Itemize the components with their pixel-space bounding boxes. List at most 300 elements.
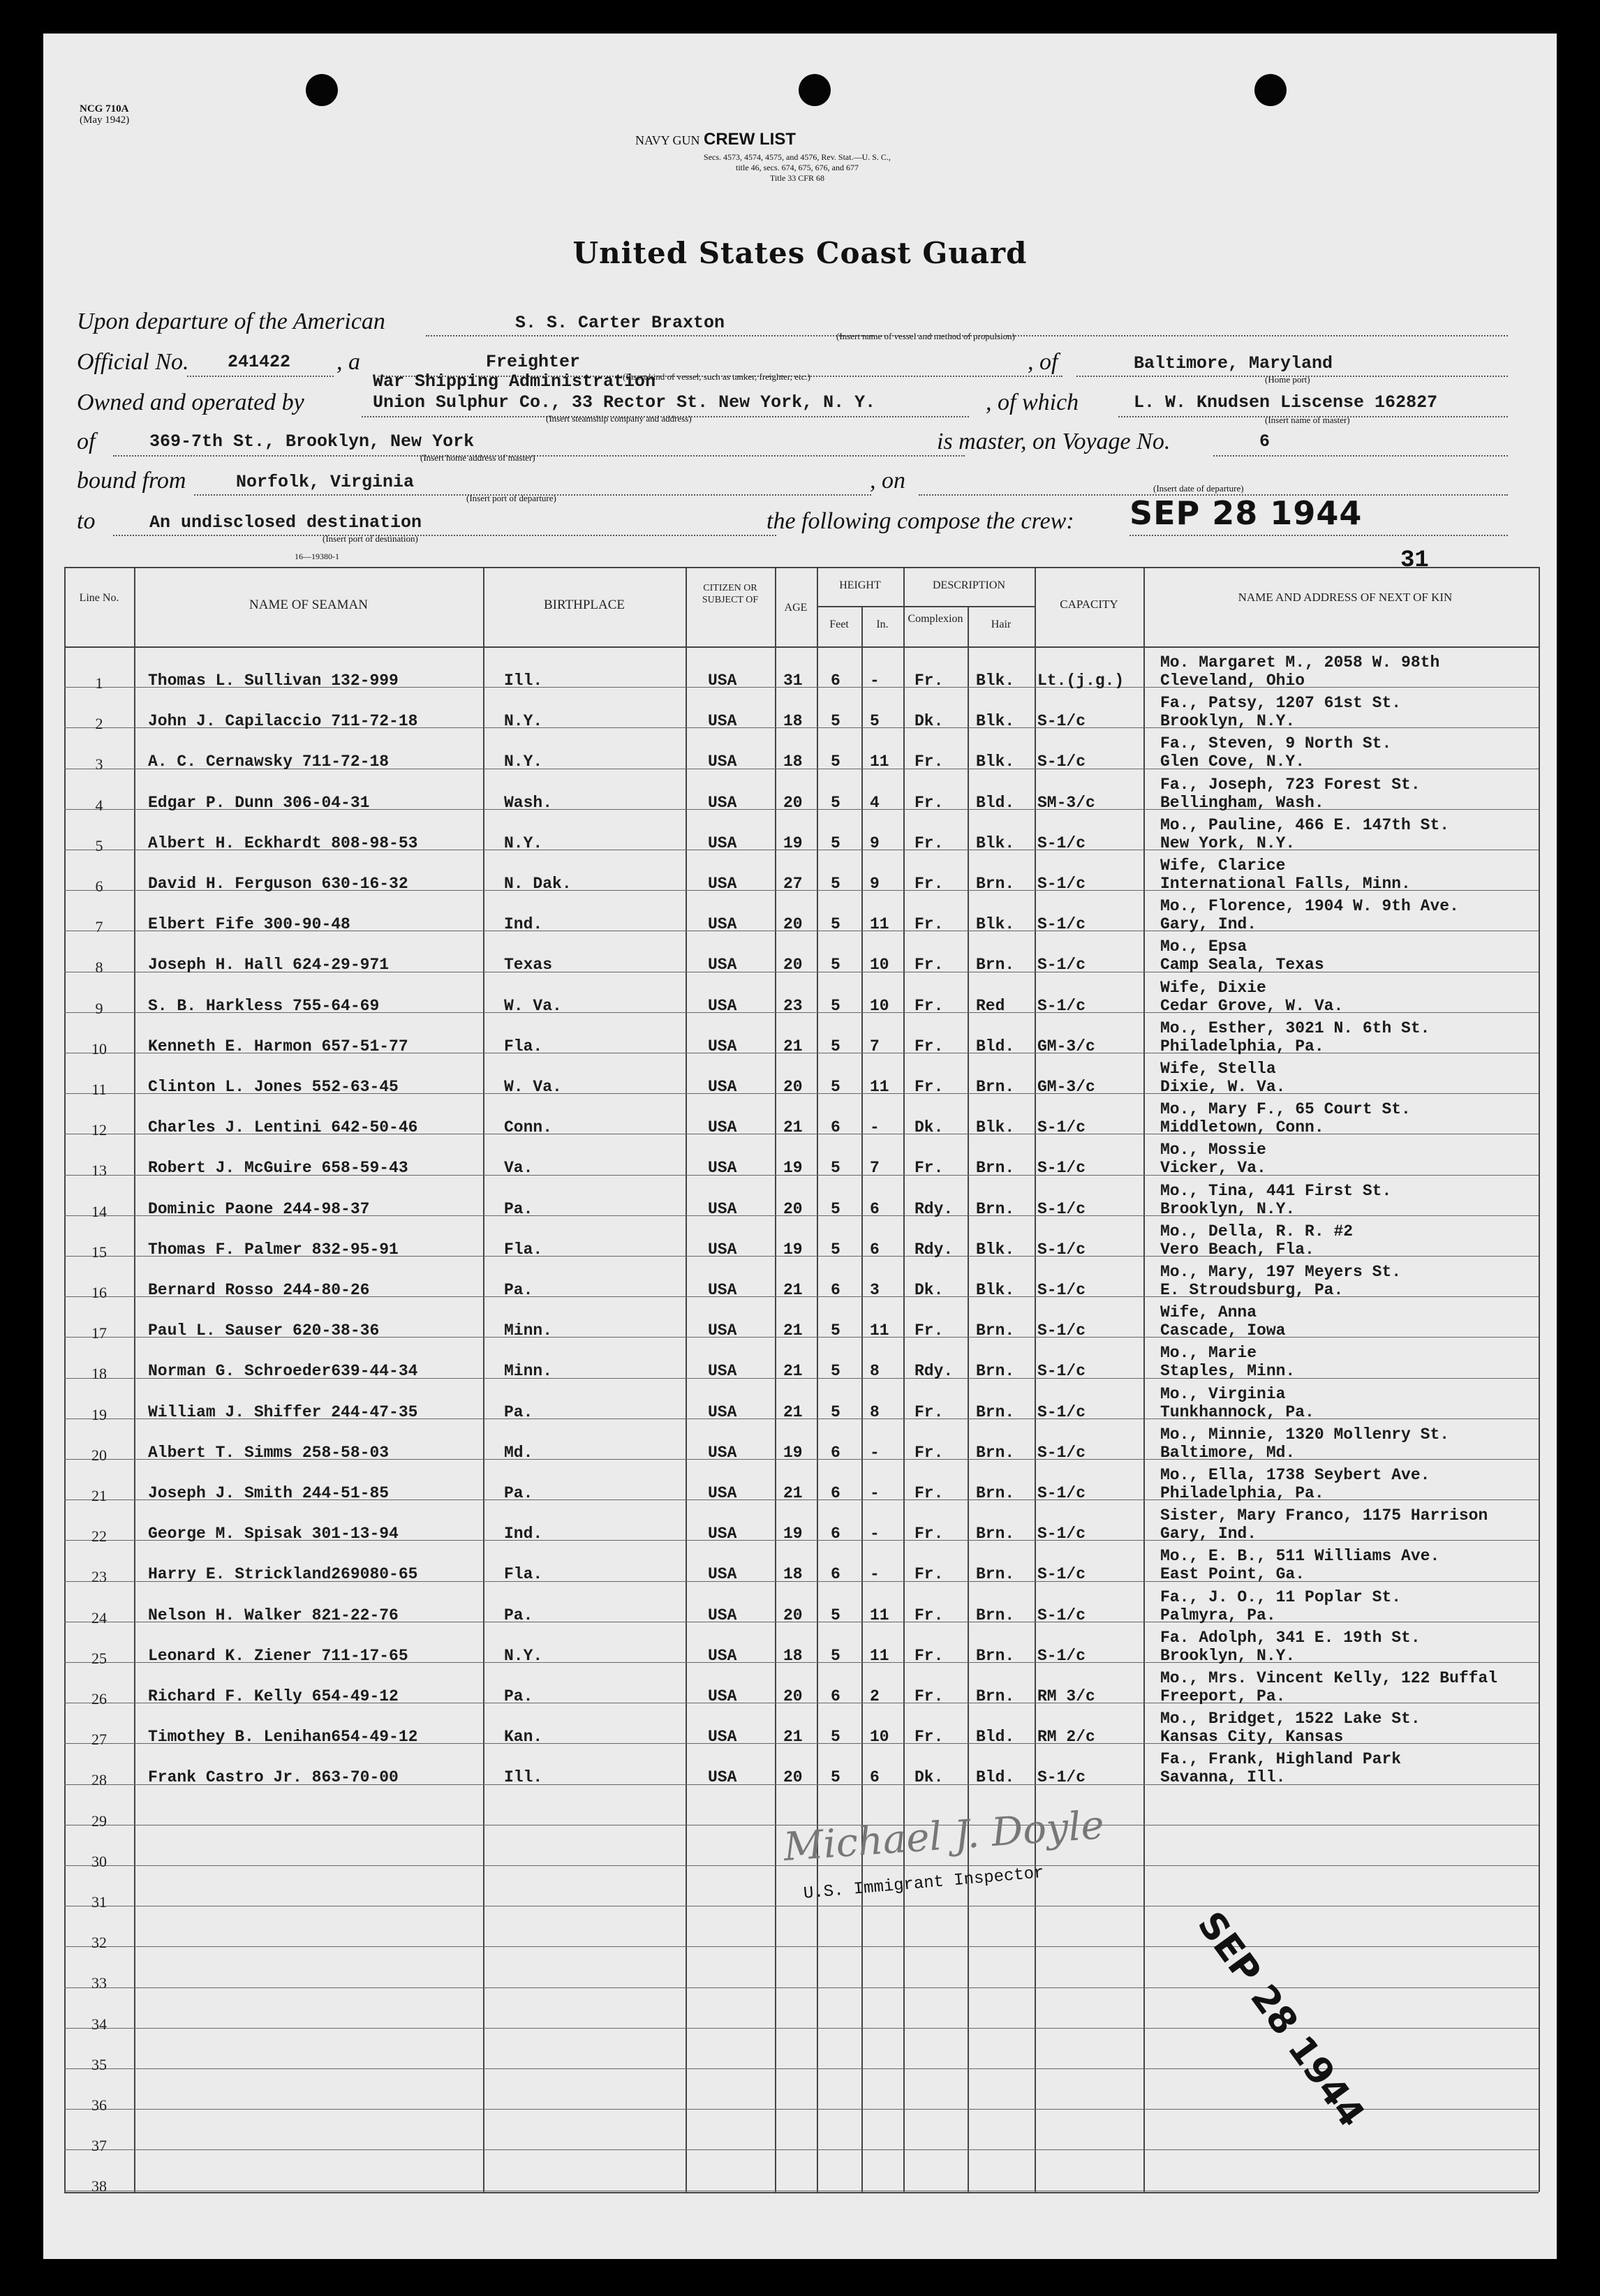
cell-in: 6	[870, 1199, 880, 1218]
cell-age: 31	[783, 672, 803, 690]
cell-age: 21	[783, 1362, 803, 1381]
cell-kin-line2: Philadelphia, Pa.	[1160, 1484, 1324, 1502]
cell-cap: S-1/c	[1037, 1606, 1086, 1624]
cell-kin-line2: Brooklyn, N.Y.	[1160, 712, 1296, 731]
cell-cit: USA	[708, 1565, 737, 1584]
cell-cap: S-1/c	[1037, 1240, 1086, 1259]
cell-age: 19	[783, 1240, 803, 1259]
inspector-title: U.S. Immigrant Inspector	[803, 1863, 1045, 1904]
label-to: to	[77, 508, 96, 534]
cell-name: Timothey B. Lenihan654-49-12	[148, 1728, 418, 1747]
table-bottom-border	[64, 2192, 1539, 2193]
col-inches: In.	[876, 619, 889, 630]
col-feet: Feet	[829, 619, 849, 630]
cell-kin-line1: Fa., Joseph, 723 Forest St.	[1160, 775, 1421, 794]
cell-name: S. B. Harkless 755-64-69	[148, 996, 380, 1015]
cell-cap: S-1/c	[1037, 1484, 1086, 1502]
cell-hair: Bld.	[976, 793, 1015, 812]
cell-ft: 6	[831, 1565, 840, 1584]
table-header-divider	[64, 646, 1539, 648]
cell-age: 18	[783, 1646, 803, 1665]
cell-ft: 6	[831, 672, 840, 690]
label-owned: Owned and operated by	[77, 390, 304, 415]
line-number: 30	[91, 1852, 107, 1870]
cell-kin-line2: Tunkhannock, Pa.	[1160, 1402, 1314, 1421]
cell-comp: Fr.	[914, 996, 944, 1015]
cell-birth: Texas	[504, 956, 553, 975]
cell-cit: USA	[708, 1362, 737, 1381]
cell-hair: Blk.	[976, 834, 1015, 852]
cell-in: 4	[870, 793, 880, 812]
line-number: 10	[91, 1039, 107, 1058]
table-top-border	[64, 567, 1539, 568]
line-number: 28	[91, 1771, 107, 1789]
line-number: 25	[91, 1649, 107, 1667]
cell-ft: 5	[831, 1159, 840, 1178]
cell-cap: S-1/c	[1037, 834, 1086, 852]
cell-age: 19	[783, 1159, 803, 1178]
col-capacity: CAPACITY	[1060, 598, 1118, 611]
cell-kin-line1: Mo., E. B., 511 Williams Ave.	[1160, 1547, 1440, 1566]
cell-age: 21	[783, 1281, 803, 1299]
date-stamp: SEP 28 1944	[1189, 1904, 1373, 2135]
cell-kin-line2: Cascade, Iowa	[1160, 1321, 1286, 1340]
cell-hair: Bld.	[976, 1037, 1015, 1056]
line-number: 32	[91, 1934, 107, 1952]
cell-ft: 5	[831, 956, 840, 975]
cell-comp: Fr.	[914, 1078, 944, 1096]
cell-kin-line2: Camp Seala, Texas	[1160, 956, 1324, 975]
cell-ft: 5	[831, 1362, 840, 1381]
line-number: 34	[91, 2015, 107, 2033]
cell-kin-line1: Mo., Mary F., 65 Court St.	[1160, 1100, 1411, 1119]
cell-cap: S-1/c	[1037, 915, 1086, 934]
cell-ft: 5	[831, 1240, 840, 1259]
col-next-of-kin: NAME AND ADDRESS OF NEXT OF KIN	[1238, 591, 1453, 604]
vessel-name: S. S. Carter Braxton	[515, 313, 725, 333]
cell-kin-line2: Cedar Grove, W. Va.	[1160, 996, 1344, 1015]
cell-cap: S-1/c	[1037, 1321, 1086, 1340]
cell-ft: 5	[831, 753, 840, 771]
cell-birth: Fla.	[504, 1565, 543, 1584]
cell-cit: USA	[708, 1240, 737, 1259]
cell-kin-line1: Mo., Marie	[1160, 1344, 1257, 1363]
line-number: 27	[91, 1731, 107, 1749]
cell-age: 21	[783, 1037, 803, 1056]
cell-birth: Ill.	[504, 1768, 543, 1787]
cell-name: Elbert Fife 300-90-48	[148, 915, 350, 934]
label-of: , of	[1028, 349, 1058, 375]
line-number: 7	[95, 918, 103, 936]
cell-hair: Blk.	[976, 1281, 1015, 1299]
line-number: 20	[91, 1446, 107, 1464]
line-number: 37	[91, 2137, 107, 2155]
cell-cap: Lt.(j.g.)	[1037, 672, 1125, 690]
cell-hair: Red	[976, 996, 1005, 1015]
operator: War Shipping Administration	[373, 371, 656, 392]
master-address: 369-7th St., Brooklyn, New York	[149, 431, 475, 452]
cell-name: Nelson H. Walker 821-22-76	[148, 1606, 399, 1624]
cell-ft: 5	[831, 915, 840, 934]
col-name: NAME OF SEAMAN	[249, 598, 368, 612]
hint-master-address: (Insert home address of master)	[420, 452, 535, 463]
label-upon-departure: Upon departure of the American	[77, 309, 385, 334]
cell-cap: S-1/c	[1037, 956, 1086, 975]
cell-ft: 6	[831, 1687, 840, 1705]
cell-comp: Fr.	[914, 1443, 944, 1462]
cell-birth: Wash.	[504, 793, 553, 812]
cell-in: -	[870, 672, 880, 690]
cell-in: 10	[870, 1728, 889, 1747]
cell-name: Edgar P. Dunn 306-04-31	[148, 793, 370, 812]
inspector-signature: Michael J. Doyle	[782, 1802, 1106, 1870]
cell-comp: Fr.	[914, 1646, 944, 1665]
cell-ft: 5	[831, 1402, 840, 1421]
cell-name: Norman G. Schroeder639-44-34	[148, 1362, 418, 1381]
voyage-number: 6	[1259, 431, 1271, 452]
cell-hair: Brn.	[976, 875, 1015, 893]
cell-age: 21	[783, 1402, 803, 1421]
cell-ft: 5	[831, 834, 840, 852]
cell-in: 10	[870, 996, 889, 1015]
label-on: , on	[870, 468, 905, 494]
line-number: 38	[91, 2177, 107, 2195]
cell-birth: Fla.	[504, 1037, 543, 1056]
line-number: 31	[91, 1893, 107, 1911]
cell-ft: 5	[831, 875, 840, 893]
cell-cap: S-1/c	[1037, 1159, 1086, 1178]
cell-birth: N.Y.	[504, 753, 543, 771]
cell-hair: Brn.	[976, 1443, 1015, 1462]
cell-hair: Brn.	[976, 1606, 1015, 1624]
cell-age: 19	[783, 1443, 803, 1462]
cell-kin-line1: Sister, Mary Franco, 1175 Harrison	[1160, 1506, 1488, 1525]
cell-cit: USA	[708, 1443, 737, 1462]
home-port: Baltimore, Maryland	[1134, 353, 1333, 373]
cell-cap: GM-3/c	[1037, 1037, 1095, 1056]
cell-age: 20	[783, 1687, 803, 1705]
cell-ft: 5	[831, 1646, 840, 1665]
crew-list-document	[43, 34, 1557, 2259]
cell-age: 20	[783, 956, 803, 975]
cell-in: -	[870, 1443, 880, 1462]
cell-birth: Ind.	[504, 1525, 543, 1543]
cell-comp: Fr.	[914, 1728, 944, 1747]
cell-name: Robert J. McGuire 658-59-43	[148, 1159, 408, 1178]
cell-hair: Brn.	[976, 1321, 1015, 1340]
cell-kin-line2: Gary, Ind.	[1160, 1525, 1257, 1543]
cell-in: -	[870, 1484, 880, 1502]
line-number: 22	[91, 1527, 107, 1546]
print-code: 16—19380-1	[295, 551, 339, 561]
cell-cit: USA	[708, 753, 737, 771]
cell-birth: Pa.	[504, 1687, 533, 1705]
cell-name: John J. Capilaccio 711-72-18	[148, 712, 418, 731]
master-name: L. W. Knudsen Liscense 162827	[1134, 392, 1438, 413]
cell-cap: S-1/c	[1037, 875, 1086, 893]
cell-kin-line2: Middletown, Conn.	[1160, 1118, 1324, 1137]
cell-kin-line2: Kansas City, Kansas	[1160, 1728, 1344, 1747]
cell-birth: N.Y.	[504, 1646, 543, 1665]
hint-company: (Insert steamship company and address)	[546, 413, 692, 424]
hint-date: (Insert date of departure)	[1153, 483, 1244, 494]
cell-cit: USA	[708, 1037, 737, 1056]
cell-age: 18	[783, 753, 803, 771]
cell-kin-line1: Fa., Patsy, 1207 61st St.	[1160, 694, 1402, 713]
cell-kin-line2: Baltimore, Md.	[1160, 1443, 1296, 1462]
col-complexion: Complexion	[908, 613, 963, 625]
line-number: 2	[95, 715, 103, 733]
line-number: 9	[95, 999, 103, 1017]
cell-age: 20	[783, 1199, 803, 1218]
cell-cap: S-1/c	[1037, 1646, 1086, 1665]
cell-birth: Ill.	[504, 672, 543, 690]
cell-name: George M. Spisak 301-13-94	[148, 1525, 399, 1543]
cell-birth: Pa.	[504, 1402, 533, 1421]
cell-in: 11	[870, 1646, 889, 1665]
cell-cit: USA	[708, 1728, 737, 1747]
line-number: 33	[91, 1974, 107, 1992]
row-divider	[64, 1987, 1539, 1988]
official-number: 241422	[228, 352, 291, 372]
row-divider	[64, 1946, 1539, 1947]
row-divider	[64, 2028, 1539, 2029]
cell-cit: USA	[708, 1118, 737, 1137]
cell-hair: Brn.	[976, 1159, 1015, 1178]
cell-kin-line2: East Point, Ga.	[1160, 1565, 1305, 1584]
cell-in: 7	[870, 1159, 880, 1178]
punch-hole	[306, 74, 338, 106]
cell-kin-line1: Mo., Virginia	[1160, 1384, 1286, 1403]
cell-kin-line1: Fa., Steven, 9 North St.	[1160, 734, 1392, 753]
cell-cap: S-1/c	[1037, 1281, 1086, 1299]
cell-kin-line1: Mo. Margaret M., 2058 W. 98th	[1160, 653, 1440, 672]
cell-hair: Brn.	[976, 1078, 1015, 1096]
agency-title: United States Coast Guard	[572, 236, 1028, 270]
cell-kin-line2: Vicker, Va.	[1160, 1159, 1266, 1178]
cell-kin-line1: Mo., Bridget, 1522 Lake St.	[1160, 1710, 1421, 1728]
cell-kin-line2: Bellingham, Wash.	[1160, 793, 1324, 812]
hint-vessel: (Insert name of vessel and method of propulsion)	[836, 331, 1015, 341]
cell-in: 2	[870, 1687, 880, 1705]
cell-in: 11	[870, 1078, 889, 1096]
cell-name: Paul L. Sauser 620-38-36	[148, 1321, 380, 1340]
cell-ft: 6	[831, 1443, 840, 1462]
cell-name: Harry E. Strickland269080-65	[148, 1565, 418, 1584]
company: Union Sulphur Co., 33 Rector St. New York, N. Y.	[373, 392, 876, 413]
cell-comp: Dk.	[914, 1281, 944, 1299]
cell-cit: USA	[708, 1199, 737, 1218]
col-description: DESCRIPTION	[932, 579, 1005, 591]
cell-cap: S-1/c	[1037, 1362, 1086, 1381]
cell-kin-line2: Dixie, W. Va.	[1160, 1078, 1286, 1096]
line-number: 23	[91, 1568, 107, 1586]
cell-in: -	[870, 1525, 880, 1543]
cell-hair: Blk.	[976, 712, 1015, 731]
line-number: 35	[91, 2055, 107, 2073]
page-count: 31	[1400, 547, 1429, 574]
cell-hair: Brn.	[976, 1199, 1015, 1218]
cell-kin-line2: Brooklyn, N.Y.	[1160, 1199, 1296, 1218]
cell-kin-line1: Mo., Mary, 197 Meyers St.	[1160, 1263, 1402, 1281]
cell-birth: Fla.	[504, 1240, 543, 1259]
cell-hair: Blk.	[976, 753, 1015, 771]
cell-kin-line2: E. Stroudsburg, Pa.	[1160, 1281, 1344, 1299]
cell-name: A. C. Cernawsky 711-72-18	[148, 753, 390, 771]
cell-ft: 5	[831, 793, 840, 812]
cell-hair: Blk.	[976, 1118, 1015, 1137]
cell-in: 8	[870, 1402, 880, 1421]
cell-age: 19	[783, 1525, 803, 1543]
cell-ft: 6	[831, 1525, 840, 1543]
punch-hole	[1254, 74, 1287, 106]
cell-cap: S-1/c	[1037, 1565, 1086, 1584]
cell-birth: Minn.	[504, 1321, 553, 1340]
cell-comp: Dk.	[914, 1768, 944, 1787]
cell-cap: S-1/c	[1037, 996, 1086, 1015]
cell-in: -	[870, 1565, 880, 1584]
cell-name: Kenneth E. Harmon 657-51-77	[148, 1037, 408, 1056]
col-height: HEIGHT	[839, 579, 881, 591]
col-birthplace: BIRTHPLACE	[543, 598, 625, 612]
cell-comp: Fr.	[914, 834, 944, 852]
cell-ft: 5	[831, 1768, 840, 1787]
cell-age: 21	[783, 1118, 803, 1137]
cell-cap: S-1/c	[1037, 1199, 1086, 1218]
hint-master-name: (Insert name of master)	[1265, 415, 1350, 425]
cell-comp: Fr.	[914, 1321, 944, 1340]
cell-hair: Brn.	[976, 956, 1015, 975]
cell-cap: RM 2/c	[1037, 1728, 1095, 1747]
cell-ft: 5	[831, 996, 840, 1015]
line-number: 8	[95, 958, 103, 977]
cell-kin-line2: Glen Cove, N.Y.	[1160, 753, 1305, 771]
cell-comp: Fr.	[914, 915, 944, 934]
cell-birth: N. Dak.	[504, 875, 572, 893]
cell-in: 11	[870, 915, 889, 934]
cell-cit: USA	[708, 956, 737, 975]
cell-birth: W. Va.	[504, 1078, 562, 1096]
cell-name: Clinton L. Jones 552-63-45	[148, 1078, 399, 1096]
row-divider	[64, 2109, 1539, 2110]
cell-age: 21	[783, 1728, 803, 1747]
vessel-kind: Freighter	[486, 352, 581, 372]
cell-hair: Brn.	[976, 1484, 1015, 1502]
cell-age: 21	[783, 1321, 803, 1340]
cell-cap: SM-3/c	[1037, 793, 1095, 812]
row-divider	[64, 2149, 1539, 2150]
cell-age: 23	[783, 996, 803, 1015]
cell-name: Leonard K. Ziener 711-17-65	[148, 1646, 408, 1665]
cell-kin-line1: Mo., Pauline, 466 E. 147th St.	[1160, 815, 1450, 834]
cell-in: 5	[870, 712, 880, 731]
cell-kin-line2: Cleveland, Ohio	[1160, 672, 1305, 690]
cell-comp: Fr.	[914, 1687, 944, 1705]
cell-age: 20	[783, 793, 803, 812]
cell-comp: Fr.	[914, 1606, 944, 1624]
line-number: 6	[95, 877, 103, 895]
hint-port-departure: (Insert port of departure)	[466, 493, 556, 503]
cell-comp: Fr.	[914, 1484, 944, 1502]
cell-age: 20	[783, 1078, 803, 1096]
col-age: AGE	[784, 602, 808, 614]
cell-cit: USA	[708, 915, 737, 934]
label-bound-from: bound from	[77, 468, 186, 494]
cell-cit: USA	[708, 1159, 737, 1178]
cell-comp: Fr.	[914, 1159, 944, 1178]
cell-name: Albert H. Eckhardt 808-98-53	[148, 834, 418, 852]
cell-in: 11	[870, 1606, 889, 1624]
line-number: 14	[91, 1202, 107, 1220]
line-number: 16	[91, 1284, 107, 1301]
cell-kin-line1: Mo., Mossie	[1160, 1141, 1266, 1160]
cell-cap: S-1/c	[1037, 753, 1086, 771]
cell-kin-line1: Mo., Esther, 3021 N. 6th St.	[1160, 1019, 1430, 1037]
cell-cap: S-1/c	[1037, 1402, 1086, 1421]
cell-name: Thomas L. Sullivan 132-999	[148, 672, 399, 690]
cell-kin-line1: Mo., Mrs. Vincent Kelly, 122 Buffal	[1160, 1669, 1498, 1687]
cell-kin-line1: Fa., Frank, Highland Park	[1160, 1750, 1402, 1769]
cell-kin-line2: Palmyra, Pa.	[1160, 1606, 1276, 1624]
cell-comp: Fr.	[914, 875, 944, 893]
cell-comp: Fr.	[914, 793, 944, 812]
cell-birth: Conn.	[504, 1118, 553, 1137]
cell-comp: Fr.	[914, 1525, 944, 1543]
cell-age: 19	[783, 834, 803, 852]
cell-birth: Pa.	[504, 1606, 533, 1624]
cell-in: -	[870, 1118, 880, 1137]
cell-name: Joseph J. Smith 244-51-85	[148, 1484, 390, 1502]
cell-kin-line1: Fa., J. O., 11 Poplar St.	[1160, 1587, 1402, 1606]
cell-kin-line2: Freeport, Pa.	[1160, 1687, 1286, 1705]
cell-kin-line2: New York, N.Y.	[1160, 834, 1296, 852]
departure-date-stamp: SEP 28 1944	[1129, 494, 1363, 532]
cell-kin-line1: Mo., Epsa	[1160, 938, 1247, 956]
label-of2: of	[77, 429, 96, 454]
line-number: 5	[95, 836, 103, 854]
cell-cit: USA	[708, 875, 737, 893]
cell-kin-line1: Wife, Stella	[1160, 1060, 1276, 1078]
cell-cap: RM 3/c	[1037, 1687, 1095, 1705]
cell-in: 6	[870, 1240, 880, 1259]
cell-cit: USA	[708, 1606, 737, 1624]
cell-hair: Brn.	[976, 1565, 1015, 1584]
line-number: 26	[91, 1690, 107, 1708]
cell-birth: Pa.	[504, 1484, 533, 1502]
cell-comp: Fr.	[914, 672, 944, 690]
cell-kin-line1: Mo., Florence, 1904 W. 9th Ave.	[1160, 897, 1459, 916]
cell-age: 20	[783, 1768, 803, 1787]
cell-birth: Md.	[504, 1443, 533, 1462]
cell-kin-line1: Fa. Adolph, 341 E. 19th St.	[1160, 1628, 1421, 1647]
cell-birth: Minn.	[504, 1362, 553, 1381]
cell-comp: Fr.	[914, 1565, 944, 1584]
cell-ft: 5	[831, 1199, 840, 1218]
cell-kin-line2: International Falls, Minn.	[1160, 875, 1411, 893]
cell-cit: USA	[708, 834, 737, 852]
cell-age: 20	[783, 915, 803, 934]
cell-cit: USA	[708, 1078, 737, 1096]
cell-kin-line1: Mo., Minnie, 1320 Mollenry St.	[1160, 1425, 1450, 1444]
cell-comp: Fr.	[914, 956, 944, 975]
cell-comp: Rdy.	[914, 1199, 954, 1218]
cell-cit: USA	[708, 1646, 737, 1665]
label-official-no: Official No.	[77, 349, 189, 375]
line-number: 12	[91, 1121, 107, 1139]
line-number: 17	[91, 1324, 107, 1342]
cell-age: 27	[783, 875, 803, 893]
cell-comp: Rdy.	[914, 1240, 954, 1259]
